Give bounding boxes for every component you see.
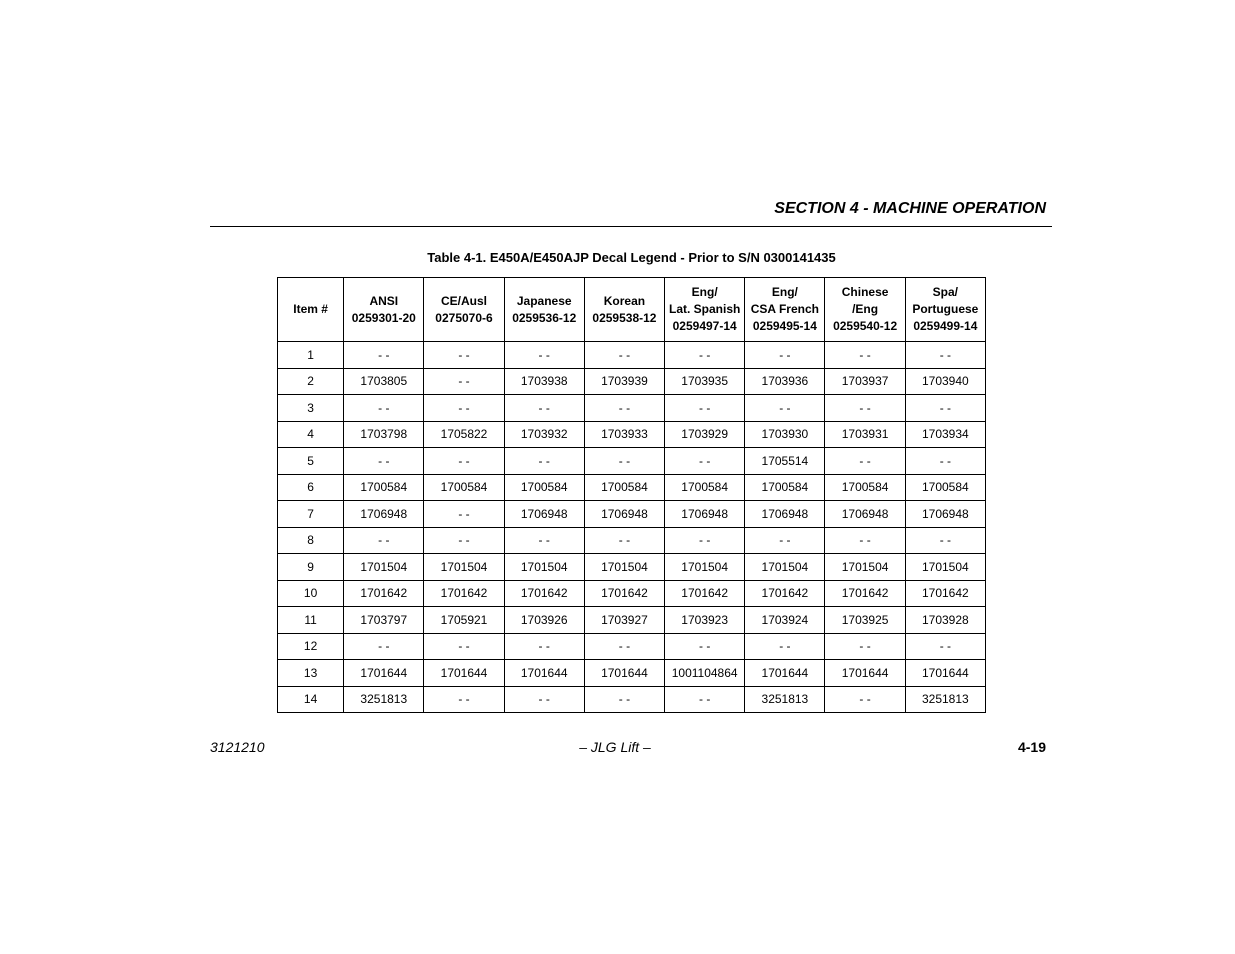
table-cell: 1701504 <box>424 554 504 581</box>
table-cell: - - <box>745 395 825 422</box>
table-row <box>278 607 986 634</box>
column-header-ce-ausl: CE/Ausl 0275070-6 <box>424 278 504 342</box>
table-title: Table 4-1. E450A/E450AJP Decal Legend - Prior to S/N 0300141435 <box>427 250 836 265</box>
doc-number: 3121210 <box>210 739 265 755</box>
page-number: 4-19 <box>1017 739 1046 755</box>
decal-legend-table <box>277 277 986 713</box>
table-cell: 1701504 <box>504 554 584 581</box>
table-cell: - - <box>504 633 584 660</box>
table-cell: - - <box>745 342 825 369</box>
table-cell: - - <box>825 686 905 713</box>
table-cell: 1703925 <box>825 607 905 634</box>
table-cell: 1705822 <box>424 421 504 448</box>
table-cell: - - <box>825 448 905 475</box>
table-cell: 3251813 <box>745 686 825 713</box>
table-cell: 1701644 <box>424 660 504 687</box>
table-cell: 1703926 <box>504 607 584 634</box>
table-cell: - - <box>424 686 504 713</box>
table-row <box>278 527 986 554</box>
table-cell: 1701644 <box>584 660 664 687</box>
table-cell: 1700584 <box>745 474 825 501</box>
table-cell: 1701504 <box>745 554 825 581</box>
table-cell: 1703932 <box>504 421 584 448</box>
table-cell: 1701504 <box>584 554 664 581</box>
footer-brand: – JLG Lift – <box>579 739 651 755</box>
table-cell: - - <box>344 395 424 422</box>
table-cell: - - <box>584 342 664 369</box>
table-row <box>278 395 986 422</box>
table-cell: 1703927 <box>584 607 664 634</box>
column-header-item: Item # <box>278 278 344 342</box>
table-cell: 1701504 <box>344 554 424 581</box>
section-title: SECTION 4 - MACHINE OPERATION <box>774 200 1046 217</box>
table-cell: - - <box>424 527 504 554</box>
column-header-eng-lat-spanish: Eng/ Lat. Spanish 0259497-14 <box>665 278 745 342</box>
table-cell: 1706948 <box>665 501 745 528</box>
table-row <box>278 448 986 475</box>
table-cell: 1703923 <box>665 607 745 634</box>
table-row <box>278 501 986 528</box>
table-cell: - - <box>504 395 584 422</box>
table-cell: - - <box>665 686 745 713</box>
table-cell: 1701642 <box>905 580 985 607</box>
table-cell: 1703934 <box>905 421 985 448</box>
table-cell: 1703924 <box>745 607 825 634</box>
table-cell: 1700584 <box>905 474 985 501</box>
table-cell: 1701642 <box>825 580 905 607</box>
column-header-spa-portuguese: Spa/ Portuguese 0259499-14 <box>905 278 985 342</box>
table-cell: - - <box>665 395 745 422</box>
item-number-cell: 6 <box>278 474 344 501</box>
table-cell: 1703797 <box>344 607 424 634</box>
table-cell: - - <box>424 342 504 369</box>
table-cell: 1703798 <box>344 421 424 448</box>
table-cell: 1700584 <box>504 474 584 501</box>
table-cell: 1706948 <box>905 501 985 528</box>
table-cell: 1701642 <box>584 580 664 607</box>
item-number-cell: 1 <box>278 342 344 369</box>
table-cell: 1701642 <box>504 580 584 607</box>
table-row <box>278 474 986 501</box>
table-cell: - - <box>745 527 825 554</box>
item-number-cell: 14 <box>278 686 344 713</box>
table-cell: 1700584 <box>424 474 504 501</box>
table-cell: - - <box>424 448 504 475</box>
table-cell: - - <box>584 448 664 475</box>
table-cell: - - <box>905 633 985 660</box>
table-cell: 1700584 <box>665 474 745 501</box>
table-row <box>278 421 986 448</box>
table-cell: 1701644 <box>504 660 584 687</box>
table-cell: 1701644 <box>344 660 424 687</box>
table-row <box>278 660 986 687</box>
table-cell: - - <box>905 448 985 475</box>
table-cell: - - <box>424 368 504 395</box>
table-cell: 1701642 <box>745 580 825 607</box>
column-header-korean: Korean 0259538-12 <box>584 278 664 342</box>
table-cell: - - <box>424 633 504 660</box>
table-cell: - - <box>504 527 584 554</box>
header-rule <box>210 226 1052 227</box>
table-cell: 1703931 <box>825 421 905 448</box>
table-cell: - - <box>504 686 584 713</box>
table-cell: - - <box>665 527 745 554</box>
table-cell: 1703935 <box>665 368 745 395</box>
column-header-eng-csa-french: Eng/ CSA French 0259495-14 <box>745 278 825 342</box>
item-number-cell: 5 <box>278 448 344 475</box>
table-cell: - - <box>584 527 664 554</box>
table-cell: 1701644 <box>905 660 985 687</box>
table-cell: - - <box>504 448 584 475</box>
item-number-cell: 2 <box>278 368 344 395</box>
item-number-cell: 7 <box>278 501 344 528</box>
table-cell: 1001104864 <box>665 660 745 687</box>
table-cell: 1700584 <box>584 474 664 501</box>
table-cell: - - <box>905 342 985 369</box>
table-header-row <box>278 278 986 342</box>
table-cell: 3251813 <box>344 686 424 713</box>
table-cell: 1701642 <box>344 580 424 607</box>
table-cell: 1700584 <box>825 474 905 501</box>
table-row <box>278 368 986 395</box>
column-header-chinese-eng: Chinese /Eng 0259540-12 <box>825 278 905 342</box>
table-cell: - - <box>344 633 424 660</box>
item-number-cell: 3 <box>278 395 344 422</box>
table-cell: - - <box>584 633 664 660</box>
table-cell: - - <box>825 633 905 660</box>
table-cell: 1703939 <box>584 368 664 395</box>
table-cell: 1705514 <box>745 448 825 475</box>
table-cell: 1706948 <box>504 501 584 528</box>
column-header-japanese: Japanese 0259536-12 <box>504 278 584 342</box>
table-cell: - - <box>344 448 424 475</box>
table-cell: 1703933 <box>584 421 664 448</box>
table-cell: - - <box>584 395 664 422</box>
table-cell: 1703940 <box>905 368 985 395</box>
table-cell: 1701644 <box>825 660 905 687</box>
table-cell: 1703937 <box>825 368 905 395</box>
table-cell: 1703930 <box>745 421 825 448</box>
item-number-cell: 13 <box>278 660 344 687</box>
table-cell: 1701504 <box>905 554 985 581</box>
table-cell: - - <box>825 342 905 369</box>
item-number-cell: 4 <box>278 421 344 448</box>
table-cell: 1703938 <box>504 368 584 395</box>
table-cell: 1703928 <box>905 607 985 634</box>
table-cell: - - <box>665 633 745 660</box>
table-row <box>278 686 986 713</box>
table-row <box>278 554 986 581</box>
table-cell: - - <box>504 342 584 369</box>
table-cell: - - <box>344 527 424 554</box>
table-cell: 1703805 <box>344 368 424 395</box>
table-cell: 1703936 <box>745 368 825 395</box>
table-cell: - - <box>825 395 905 422</box>
column-header-ansi: ANSI 0259301-20 <box>344 278 424 342</box>
table-cell: 1706948 <box>745 501 825 528</box>
table-cell: 1706948 <box>825 501 905 528</box>
table-cell: - - <box>905 527 985 554</box>
table-row <box>278 580 986 607</box>
table-cell: - - <box>665 342 745 369</box>
table-cell: - - <box>825 527 905 554</box>
table-cell: 3251813 <box>905 686 985 713</box>
item-number-cell: 11 <box>278 607 344 634</box>
table-cell: 1701644 <box>745 660 825 687</box>
table-cell: 1700584 <box>344 474 424 501</box>
table-cell: - - <box>344 342 424 369</box>
table-cell: 1701642 <box>424 580 504 607</box>
table-cell: - - <box>584 686 664 713</box>
item-number-cell: 8 <box>278 527 344 554</box>
table-cell: 1706948 <box>584 501 664 528</box>
table-cell: 1705921 <box>424 607 504 634</box>
table-cell: 1701504 <box>665 554 745 581</box>
table-cell: - - <box>905 395 985 422</box>
table-cell: - - <box>745 633 825 660</box>
table-cell: 1701642 <box>665 580 745 607</box>
item-number-cell: 9 <box>278 554 344 581</box>
table-row <box>278 342 986 369</box>
table-body <box>278 342 986 713</box>
table-cell: 1706948 <box>344 501 424 528</box>
table-cell: - - <box>424 395 504 422</box>
table-cell: - - <box>665 448 745 475</box>
item-number-cell: 12 <box>278 633 344 660</box>
table-row <box>278 633 986 660</box>
item-number-cell: 10 <box>278 580 344 607</box>
table-cell: - - <box>424 501 504 528</box>
table-cell: 1703929 <box>665 421 745 448</box>
table-cell: 1701504 <box>825 554 905 581</box>
